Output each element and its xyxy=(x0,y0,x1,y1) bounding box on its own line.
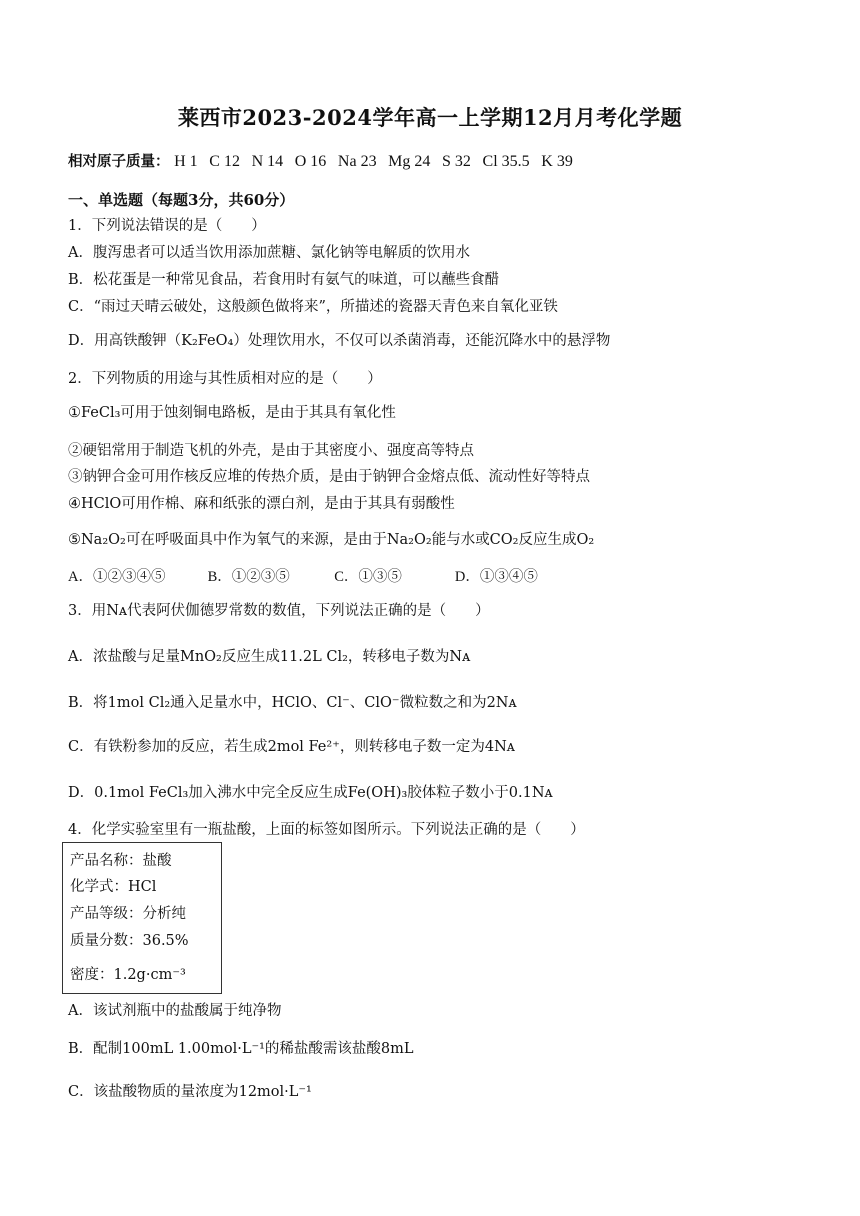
question-2-option-b: B．①②③⑤ xyxy=(207,569,290,585)
mass-value: K 39 xyxy=(541,153,573,170)
label-product-name: 产品名称：盐酸 xyxy=(70,853,172,869)
question-2-option-a: A．①②③④⑤ xyxy=(68,569,166,585)
mass-value: H 1 xyxy=(174,153,198,170)
label-grade: 产品等级：分析纯 xyxy=(70,906,186,922)
page-title: 莱西市2023-2024学年高一上学期12月月考化学题 xyxy=(177,105,683,130)
question-2-option-d: D．①③④⑤ xyxy=(454,569,538,585)
question-2-statement-1: ①FeCl₃可用于蚀刻铜电路板，是由于其具有氧化性 xyxy=(68,405,396,421)
mass-value: N 14 xyxy=(251,153,284,170)
label-formula: 化学式：HCl xyxy=(70,879,157,895)
question-3-option-b: B．将1mol Cl₂通入足量水中，HClO、Cl⁻、ClO⁻微粒数之和为2Nᴀ xyxy=(68,695,517,711)
label-mass-fraction: 质量分数：36.5% xyxy=(70,933,189,949)
mass-value: S 32 xyxy=(442,153,471,170)
question-2-statement-2: ②硬铝常用于制造飞机的外壳，是由于其密度小、强度高等特点 xyxy=(68,443,474,459)
question-4-stem: 4．化学实验室里有一瓶盐酸，上面的标签如图所示。下列说法正确的是（ ） xyxy=(68,822,585,838)
question-2-statement-5: ⑤Na₂O₂可在呼吸面具中作为氧气的来源，是由于Na₂O₂能与水或CO₂反应生成O₂ xyxy=(68,532,595,548)
question-4-option-c: C．该盐酸物质的量浓度为12mol·L⁻¹ xyxy=(68,1084,312,1100)
question-2-statement-3: ③钠钾合金可用作核反应堆的传热介质，是由于钠钾合金熔点低、流动性好等特点 xyxy=(68,469,590,485)
question-1-stem: 1．下列说法错误的是（ ） xyxy=(68,218,266,234)
question-2-statement-4: ④HClO可用作棉、麻和纸张的漂白剂，是由于其具有弱酸性 xyxy=(68,496,455,512)
question-3-option-c: C．有铁粉参加的反应，若生成2mol Fe²⁺，则转移电子数一定为4Nᴀ xyxy=(68,739,515,755)
question-2-stem: 2．下列物质的用途与其性质相对应的是（ ） xyxy=(68,371,382,387)
question-3-stem: 3．用Nᴀ代表阿伏伽德罗常数的数值，下列说法正确的是（ ） xyxy=(68,603,490,619)
atomic-mass-line xyxy=(68,152,580,172)
question-1-option-a: A．腹泻患者可以适当饮用添加蔗糖、氯化钠等电解质的饮用水 xyxy=(68,245,470,261)
reagent-label-box xyxy=(62,842,222,994)
mass-value: Mg 24 xyxy=(388,153,431,170)
question-1-option-c: C．“雨过天晴云破处，这般颜色做将来”，所描述的瓷器天青色来自氧化亚铁 xyxy=(68,299,558,315)
question-3-option-d: D．0.1mol FeCl₃加入沸水中完全反应生成Fe(OH)₃胶体粒子数小于0.1Nᴀ xyxy=(68,785,553,801)
label-density: 密度：1.2g·cm⁻³ xyxy=(70,967,186,983)
question-4-option-b: B．配制100mL 1.00mol·L⁻¹的稀盐酸需该盐酸8mL xyxy=(68,1041,414,1057)
mass-value: Na 23 xyxy=(337,153,377,170)
section-heading: 一、单选题（每题3分，共60分） xyxy=(68,191,295,209)
atomic-mass-values xyxy=(174,154,580,170)
question-1-option-d: D．用高铁酸钾（K₂FeO₄）处理饮用水，不仅可以杀菌消毒，还能沉降水中的悬浮物 xyxy=(68,333,611,349)
question-2-option-c: C．①③⑤ xyxy=(334,569,402,585)
question-1-option-b: B．松花蛋是一种常见食品，若食用时有氨气的味道，可以蘸些食醋 xyxy=(68,272,500,288)
mass-value: O 16 xyxy=(294,153,327,170)
question-4-option-a: A．该试剂瓶中的盐酸属于纯净物 xyxy=(68,1003,282,1019)
mass-value: C 12 xyxy=(209,153,240,170)
atomic-mass-label: 相对原子质量： xyxy=(68,153,170,170)
question-2-options xyxy=(68,567,538,587)
question-3-option-a: A．浓盐酸与足量MnO₂反应生成11.2L Cl₂，转移电子数为Nᴀ xyxy=(68,649,471,665)
mass-value: Cl 35.5 xyxy=(482,153,530,170)
